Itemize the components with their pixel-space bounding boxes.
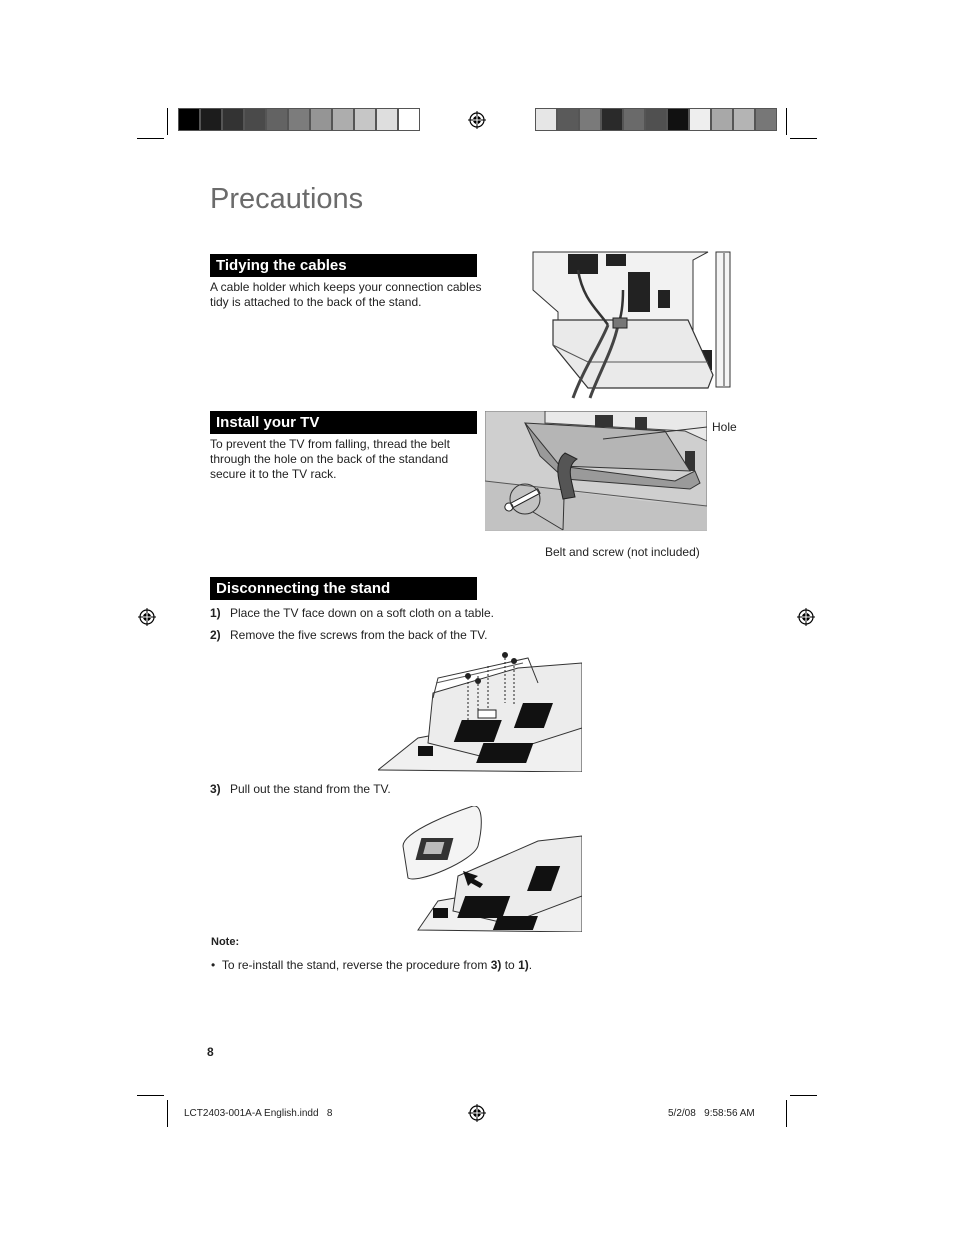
note-heading: Note:: [211, 936, 240, 948]
color-swatch: [645, 108, 667, 131]
section-heading-install-tv: Install your TV: [210, 411, 477, 434]
step-number: 1): [210, 606, 221, 620]
registration-mark-icon: [797, 608, 815, 626]
color-swatch: [623, 108, 645, 131]
color-swatch: [332, 108, 354, 131]
crop-mark-top-right-h: [790, 138, 817, 139]
page-title: Precautions: [210, 183, 364, 215]
color-swatch: [667, 108, 689, 131]
step-text: Remove the five screws from the back of the TV.: [230, 628, 488, 642]
pull-out-stand-illustration: [398, 806, 582, 932]
step-2: [210, 628, 487, 642]
color-swatch: [535, 108, 557, 131]
label-hole: Hole: [712, 420, 737, 434]
color-swatch: [244, 108, 266, 131]
tidying-cables-text: A cable holder which keeps your connection cables tidy is attached to the back of the stand.: [210, 280, 482, 309]
registration-mark-icon: [468, 1104, 486, 1122]
color-swatch: [733, 108, 755, 131]
footer-file-name: LCT2403-001A-A English.indd 8: [184, 1108, 333, 1119]
color-swatch: [376, 108, 398, 131]
note-text-after: .: [528, 958, 533, 972]
section-heading-disconnecting-stand: Disconnecting the stand: [210, 577, 477, 600]
footer-timestamp: 5/2/08 9:58:56 AM: [668, 1108, 755, 1119]
note-item: [211, 958, 532, 972]
crop-mark-top-left-h: [137, 138, 164, 139]
step-number: 3): [210, 782, 221, 796]
crop-mark-bottom-left-h: [137, 1095, 164, 1096]
crop-mark-bottom-left-v: [167, 1100, 168, 1127]
crop-mark-top-right-v: [786, 108, 787, 135]
color-swatch: [711, 108, 733, 131]
color-swatch: [398, 108, 420, 131]
color-swatch: [601, 108, 623, 131]
section-heading-tidying-cables: Tidying the cables: [210, 254, 477, 277]
color-swatch: [178, 108, 200, 131]
registration-mark-icon: [138, 608, 156, 626]
note-text-before: To re-install the stand, reverse the procedure from: [221, 958, 488, 972]
color-swatch: [200, 108, 222, 131]
step-text: Place the TV face down on a soft cloth on a table.: [230, 606, 494, 620]
install-tv-text: To prevent the TV from falling, thread the belt through the hole on the back of the standand secure it to the TV rack.: [210, 437, 450, 481]
page-number: 8: [207, 1045, 214, 1059]
note-ref-to: 1): [518, 958, 529, 972]
color-swatch: [266, 108, 288, 131]
color-swatch: [354, 108, 376, 131]
crop-mark-bottom-right-h: [790, 1095, 817, 1096]
color-swatch: [689, 108, 711, 131]
note-bullet: •: [211, 958, 216, 972]
note-text-mid: to: [504, 958, 515, 972]
crop-mark-bottom-right-v: [786, 1100, 787, 1127]
step-text: Pull out the stand from the TV.: [230, 782, 391, 796]
note-ref-from: 3): [490, 958, 502, 972]
color-swatch: [557, 108, 579, 131]
cable-holder-illustration: [528, 250, 734, 400]
color-swatch: [755, 108, 777, 131]
tv-belt-illustration: [485, 411, 707, 531]
label-belt-and-screw: Belt and screw (not included): [545, 545, 700, 559]
color-swatch: [222, 108, 244, 131]
registration-mark-icon: [468, 111, 486, 129]
step-number: 2): [210, 628, 221, 642]
color-swatch: [288, 108, 310, 131]
color-swatch: [310, 108, 332, 131]
step-3: [210, 782, 391, 796]
color-swatch: [579, 108, 601, 131]
crop-mark-top-left-v: [167, 108, 168, 135]
step-1: [210, 606, 494, 620]
remove-screws-illustration: [378, 648, 582, 772]
